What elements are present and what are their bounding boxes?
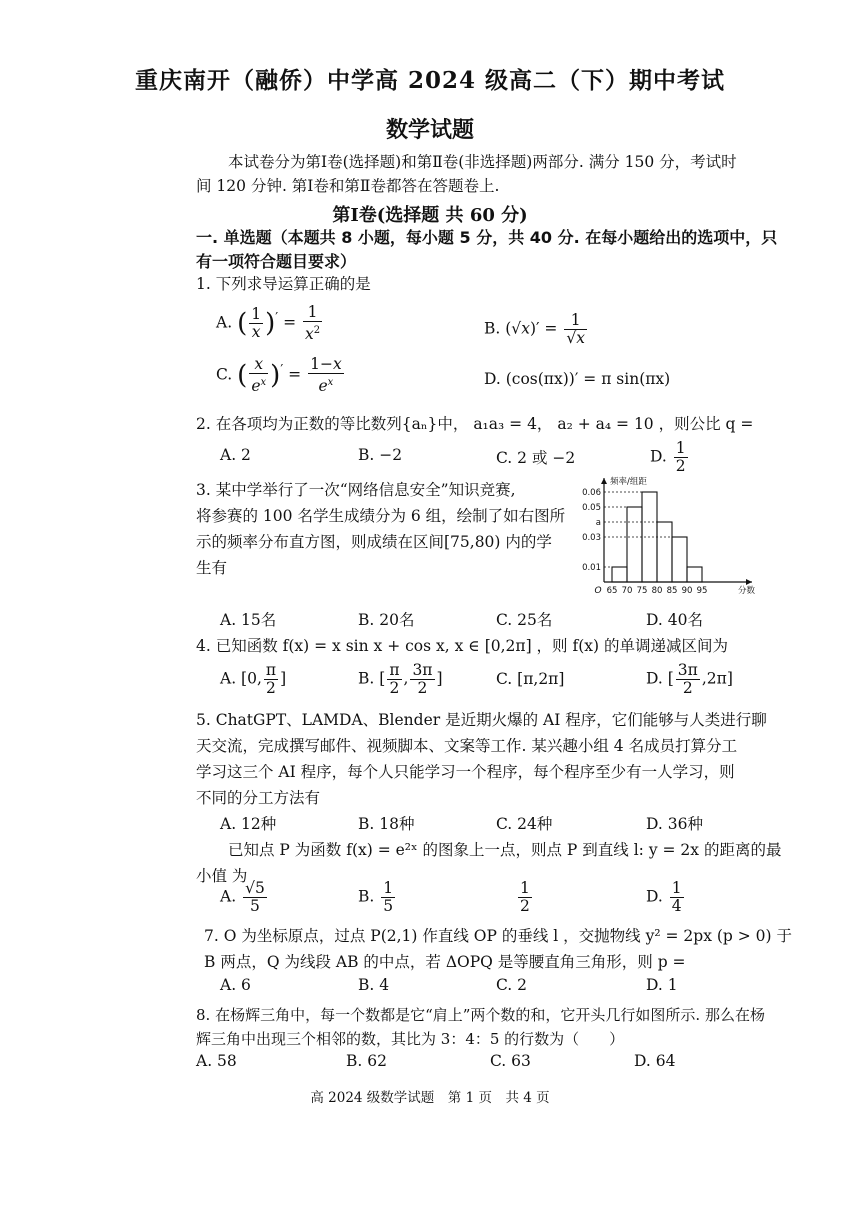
q3-option-c: C. 25名	[496, 611, 553, 629]
q5-line-2: 天交流，完成撰写邮件、视频脚本、文案等工作. 某兴趣小组 4 名成员打算分工	[196, 737, 738, 755]
q1-option-d	[484, 370, 670, 388]
x-tick-label: 70	[621, 586, 633, 596]
y-tick-label: 0.05	[582, 503, 601, 513]
q6-line-2: 小值 为	[196, 867, 248, 885]
histogram-bar	[627, 507, 642, 582]
q7-line-2: B 两点，Q 为线段 AB 的中点，若 ΔOPQ 是等腰直角三角形，则 p =	[204, 953, 686, 971]
q6-option-c: $\frac{1}{2}$	[520, 879, 530, 915]
q5-option-b: B. 18种	[358, 815, 415, 833]
q5-option-c: C. 24种	[496, 815, 553, 833]
q8-option-c: C. 63	[490, 1052, 531, 1070]
q3-option-d: D. 40名	[646, 611, 703, 629]
q7-option-a: A. 6	[220, 976, 251, 994]
q6-line-1: 已知点 P 为函数 f(x) = e²ˣ 的图象上一点，则点 P 到直线 l: y = 2x 的距离的最	[228, 841, 782, 859]
q7-line-1: 7. O 为坐标原点，过点 P(2,1) 作直线 OP 的垂线 l ，交抛物线 y² = 2px (p > 0) 于	[204, 927, 793, 945]
x-axis-label: 分数	[738, 586, 756, 596]
q3-line-2: 将参赛的 100 名学生成绩分为 6 组，绘制了如右图所	[196, 507, 566, 525]
q7-option-d: D. 1	[646, 976, 678, 994]
q1-stem: 1. 下列求导运算正确的是	[196, 275, 371, 293]
q2-option-c: C. 2 或 −2	[496, 449, 576, 467]
x-tick-label: 65	[606, 586, 618, 596]
q8-option-d: D. 64	[634, 1052, 676, 1070]
q2-d-label: D.	[650, 447, 667, 466]
q7-option-c: C. 2	[496, 976, 528, 994]
histogram-bar	[672, 537, 687, 582]
exam-intro	[196, 150, 796, 198]
histogram-bar	[687, 567, 702, 582]
q5-line-3: 学习这三个 AI 程序，每个人只能学习一个程序，每个程序至少有一人学习，则	[196, 763, 735, 781]
x-tick-label: 90	[681, 586, 693, 596]
q5-line-1: 5. ChatGPT、LAMDA、Blender 是近期火爆的 AI 程序，它们能够与人类进行聊	[196, 711, 767, 729]
histogram-bar	[612, 567, 627, 582]
y-tick-label: 0.06	[582, 488, 601, 498]
q4-stem: 4. 已知函数 f(x) = x sin x + cos x, x ∈ [0,2π] ，则 f(x) 的单调递减区间为	[196, 637, 728, 655]
q6-d-label: D.	[646, 887, 663, 906]
q8-option-b: B. 62	[346, 1052, 387, 1070]
q1-b-label: B.	[484, 319, 501, 338]
x-tick-label: 85	[666, 586, 678, 596]
frequency-histogram	[570, 470, 760, 604]
histogram-marks	[582, 476, 755, 596]
y-axis-label: 频率/组距	[610, 477, 647, 487]
q4-b-label: B.	[358, 669, 375, 688]
q8-option-a: A. 58	[196, 1052, 237, 1070]
q1-d-expr: (cos(πx))′ = π sin(πx)	[505, 370, 671, 388]
exam-title: 重庆南开（融侨）中学高 2024 级高二（下）期中考试	[134, 67, 726, 94]
q5-line-4: 不同的分工方法有	[196, 789, 321, 807]
q6-a-label: A.	[220, 887, 237, 906]
q1-a-label: A.	[216, 313, 233, 332]
q3-line-3: 示的频率分布直方图，则成绩在区间[75,80) 内的学	[196, 533, 552, 551]
intro-line-1: 本试卷分为第Ⅰ卷(选择题)和第Ⅱ卷(非选择题)两部分. 满分 150 分，考试时	[228, 153, 737, 171]
mc-heading-line-1: 一. 单选题（本题共 8 小题，每小题 5 分，共 40 分. 在每小题给出的选项中，只	[196, 228, 778, 247]
exam-subtitle: 数学试题	[385, 117, 474, 143]
histogram-bar	[657, 522, 672, 582]
x-tick-label: 80	[651, 586, 663, 596]
section-heading: 第Ⅰ卷(选择题 共 60 分)	[332, 205, 528, 226]
x-tick-label: 75	[636, 586, 648, 596]
q6-option-d: D. $\frac{1}{4}$	[646, 879, 682, 915]
q1-option-a: A. ( $\frac{1}{x}$ )′ = $\frac{1}{x^2}$	[216, 303, 321, 344]
q1-option-b: B. (√x)′ = $\frac{1}{√x}$	[484, 311, 585, 347]
q4-option-d: D. [ $\frac{3\pi}{2}$ ,2π]	[646, 661, 733, 697]
q4-option-a: A. [0, $\frac{\pi}{2}$ ]	[220, 661, 287, 697]
q6-option-a: A. $\frac{√5}{5}$	[220, 879, 265, 915]
q2-option-a: A. 2	[220, 446, 251, 464]
mc-instructions	[196, 226, 796, 274]
q6-option-b: B. $\frac{1}{5}$	[358, 879, 394, 915]
q7-option-b: B. 4	[358, 976, 390, 994]
q2-option-d: D. $\frac{1}{2}$	[650, 439, 686, 475]
x-axis-arrow	[746, 579, 752, 585]
mc-heading-line-2: 有一项符合题目要求）	[196, 252, 357, 271]
q5-option-d: D. 36种	[646, 815, 703, 833]
q1-d-label: D.	[484, 370, 501, 388]
y-tick-label: 0.03	[582, 533, 601, 543]
q8-line-2: 辉三角中出现三个相邻的数，其比为 3：4：5 的行数为（ ）	[196, 1030, 625, 1048]
q6-b-label: B.	[358, 887, 375, 906]
intro-line-2: 间 120 分钟. 第Ⅰ卷和第Ⅱ卷都答在答题卷上.	[196, 177, 500, 195]
q8-line-1: 8. 在杨辉三角中，每一个数都是它“肩上”两个数的和，它开头几行如图所示. 那么在杨	[196, 1006, 765, 1024]
y-tick-label: 0.01	[582, 563, 601, 573]
y-tick-label: a	[595, 518, 601, 528]
x-tick-label: 95	[696, 586, 708, 596]
page-footer: 高 2024 级数学试题 第 1 页 共 4 页	[310, 1090, 550, 1106]
q4-d-label: D.	[646, 669, 663, 688]
q4-option-c: C. [π,2π]	[496, 670, 565, 688]
q2-option-b: B. −2	[358, 446, 403, 464]
q2-stem: 2. 在各项均为正数的等比数列{aₙ}中， a₁a₃ = 4， a₂ + a₄ = 10 ，则公比 q =	[196, 415, 754, 433]
q3-option-b: B. 20名	[358, 611, 415, 629]
q1-option-c: C. ( $\frac{x}{e^x}$ )′ = $\frac{1-x}{e^x}$	[216, 355, 342, 396]
q1-c-label: C.	[216, 365, 233, 384]
y-axis-arrow	[601, 478, 607, 484]
q3-option-a: A. 15名	[220, 611, 277, 629]
q4-option-b: B. [ $\frac{\pi}{2}$ , $\frac{3\pi}{2}$ ]	[358, 661, 443, 697]
q5-option-a: A. 12种	[220, 815, 277, 833]
q4-a-label: A.	[220, 669, 237, 688]
q3-line-4: 生有	[196, 559, 228, 577]
origin-label: O	[594, 586, 602, 596]
q3-line-1: 3. 某中学举行了一次“网络信息安全”知识竞赛,	[196, 481, 516, 499]
